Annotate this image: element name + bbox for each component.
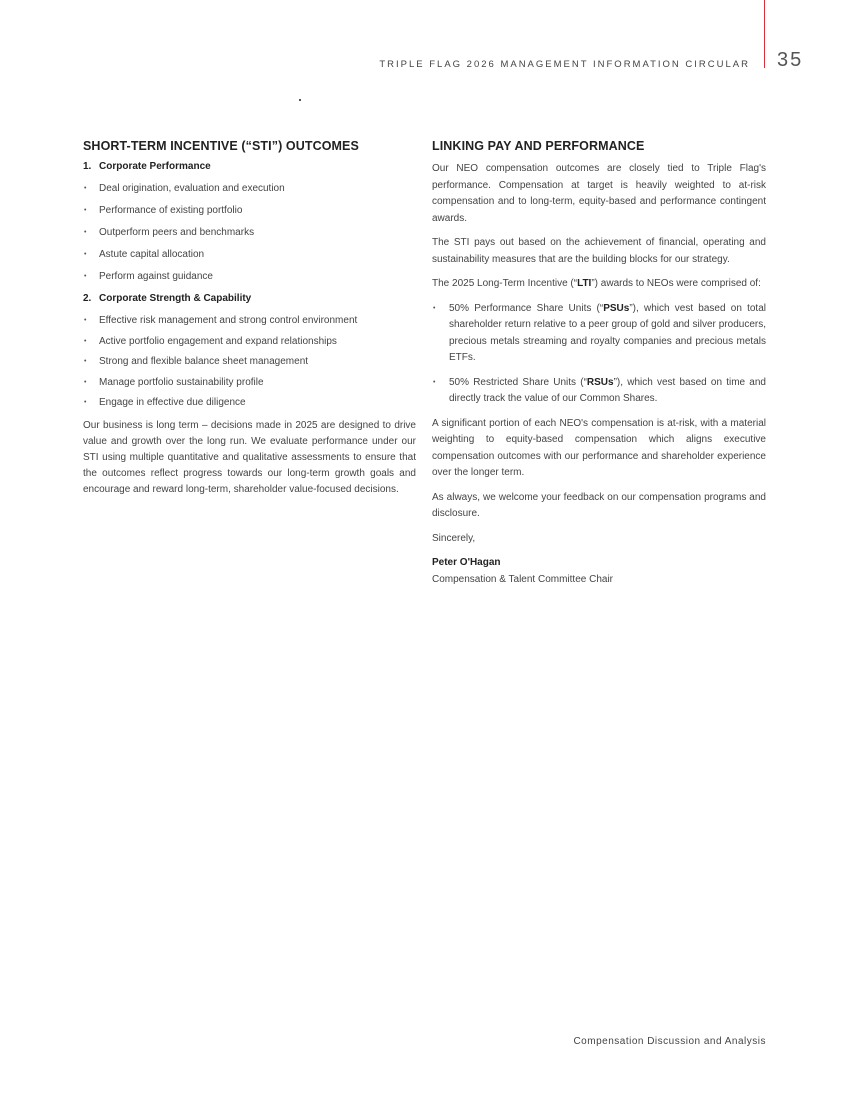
list-item: • Deal origination, evaluation and execution	[83, 183, 416, 195]
page-number: 35	[777, 49, 804, 71]
corporate-strength-heading: 2. Corporate Strength & Capability	[83, 293, 252, 304]
neo-outcomes-paragraph: Our NEO compensation outcomes are closely tied to Triple Flag's performance. Compensation at target is heavily weighted to at-risk compensation and to long-term, equity-based and performance contingent awards.	[432, 163, 766, 224]
list-item: • Outperform peers and benchmarks	[83, 227, 416, 239]
list-item: • Active portfolio engagement and expand relationships	[83, 336, 416, 348]
feedback-paragraph: As always, we welcome your feedback on our compensation programs and disclosure.	[432, 491, 766, 519]
corporate-performance-heading: 1. Corporate Performance	[83, 161, 211, 172]
closing-salutation: Sincerely,	[432, 532, 476, 544]
signer-title: Compensation & Talent Committee Chair	[432, 573, 614, 585]
linking-pay-heading: LINKING PAY AND PERFORMANCE	[432, 139, 645, 153]
lti-awards-list	[432, 301, 766, 408]
header-accent-rule	[764, 0, 765, 68]
list-item: • Engage in effective due diligence	[83, 397, 416, 409]
left-column	[83, 138, 416, 507]
rsu-list-item: • 50% Restricted Share Units (“RSUs”), which vest based on time and directly track the value of our Common Shares.	[432, 375, 766, 408]
list-item: • Strong and flexible balance sheet management	[83, 356, 416, 368]
document-title: TRIPLE FLAG 2026 MANAGEMENT INFORMATION CIRCULAR	[379, 59, 750, 70]
psu-list-item: • 50% Performance Share Units (“PSUs”), which vest based on total shareholder return relative to a peer group of gold and silver producers, precious metals streaming and royalty companies and precious metals ETFs.	[432, 301, 766, 367]
corporate-strength-list	[83, 315, 416, 409]
list-item: • Astute capital allocation	[83, 249, 416, 261]
right-column	[432, 138, 766, 588]
stray-dot	[299, 99, 301, 101]
long-term-paragraph: Our business is long term – decisions made in 2025 are designed to drive value and growth over the long run. We evaluate performance under our STI using multiple quantitative and qualitative assessments to ensure that the outcomes reflect progress towards our long-term growth goals and encourage and reward long-term, shareholder value-focused decisions.	[83, 419, 416, 496]
sti-payout-paragraph: The STI pays out based on the achievement of financial, operating and sustainability measures that are the building blocks for our strategy.	[432, 237, 766, 265]
sti-outcomes-heading: SHORT-TERM INCENTIVE (“STI”) OUTCOMES	[83, 139, 359, 153]
list-item: • Perform against guidance	[83, 271, 416, 283]
list-item: • Effective risk management and strong control environment	[83, 315, 416, 327]
footer-section-label: Compensation Discussion and Analysis	[573, 1036, 766, 1047]
list-item: • Manage portfolio sustainability profile	[83, 377, 416, 389]
list-item: • Performance of existing portfolio	[83, 205, 416, 217]
corporate-performance-list	[83, 183, 416, 283]
lti-intro-paragraph: The 2025 Long-Term Incentive (“LTI”) awards to NEOs were comprised of:	[432, 278, 761, 289]
at-risk-paragraph: A significant portion of each NEO's compensation is at-risk, with a material weighting to equity-based compensation which aligns executive compensation outcomes with our performance and shareholder experience over the longer term.	[432, 417, 766, 478]
signer-name: Peter O'Hagan	[432, 557, 501, 568]
